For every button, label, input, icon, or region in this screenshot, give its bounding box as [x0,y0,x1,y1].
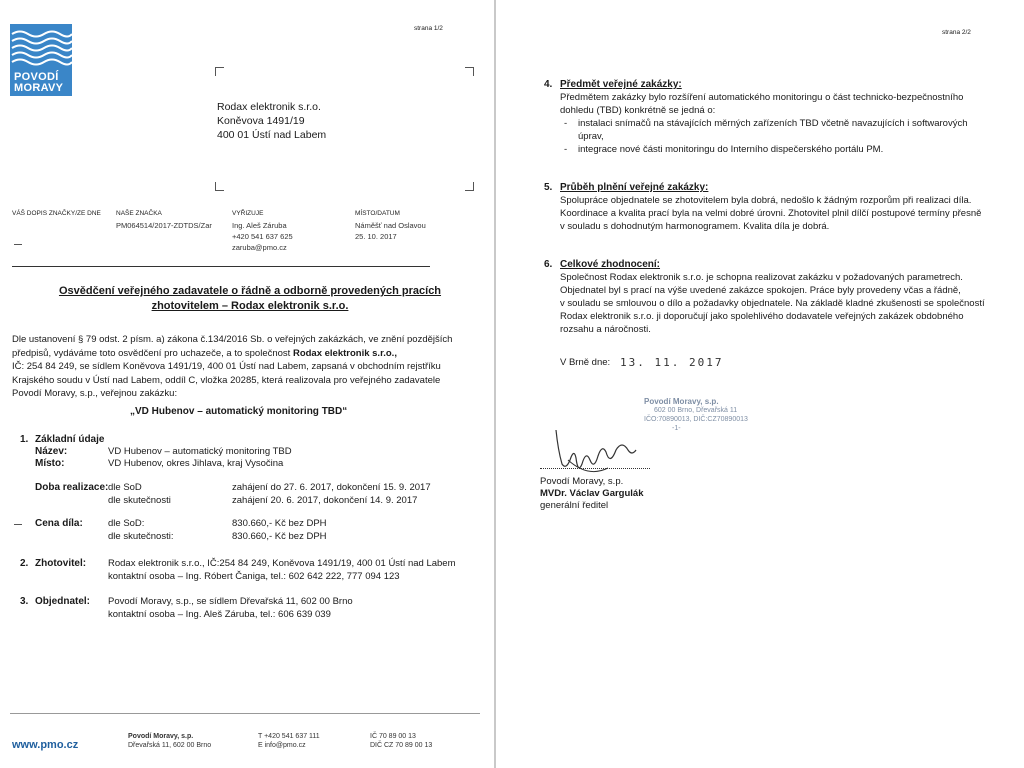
contractor-line1: Rodax elektronik s.r.o., IČ:254 84 249, Koněvova 1491/19, 400 01 Ústí nad Labem [108,558,456,569]
stamp-address: 602 00 Brno, Dřevařská 11 [654,407,738,414]
period-sod-value: zahájení do 27. 6. 2017, dokončení 15. 9. 2017 [232,482,431,493]
section4-bullet1 [578,117,992,143]
contractor-label: Zhotovitel: [35,558,87,569]
footer-ids-block [370,732,432,750]
recipient-street: Koněvova 1491/19 [217,115,305,127]
recipient-city: 400 01 Ústí nad Labem [217,129,327,141]
title-line2: zhotovitelem – Rodax elektronik s.r.o. [151,300,349,312]
footer-email: E info@pmo.cz [258,742,306,749]
footer-org-block [128,732,211,750]
intro-line2-text: předpisů, vydáváme toto osvědčení pro uchazeče, a to společnost [12,347,291,359]
handles-phone: +420 541 637 625 [232,232,293,241]
period-sod-label: dle SoD [108,482,142,493]
place-date-label: MÍSTO/DATUM [355,210,400,217]
section5-line3: v souladu s dohodnutým harmonogramem. Kvalita díla je dobrá. [560,221,830,232]
footer-ico: IČ 70 89 00 13 [370,733,416,740]
page-1 [0,0,494,768]
period-label: Doba realizace: [35,482,109,493]
client-line2: kontaktní osoba – Ing. Aleš Záruba, tel.: 606 639 039 [108,609,331,620]
period-real-label: dle skutečnosti [108,495,171,506]
bullet1-dash: - [564,118,568,129]
recipient-name: Rodax elektronik s.r.o. [217,101,321,113]
section4-line1: Předmětem zakázky bylo rozšíření automatického monitoringu o část technicko-bezpečnostního [560,92,964,103]
intro-line2 [12,347,480,361]
section6-text [560,271,992,336]
header-rule [12,266,430,267]
recipient-address [217,100,326,142]
footer-org: Povodí Moravy, s.p. [128,733,194,740]
project-title: „VD Hubenov – automatický monitoring TBD“ [130,406,348,417]
price-real-label: dle skutečnosti: [108,531,174,542]
window-corner-tl [215,67,224,76]
date-value: 25. 10. 2017 [355,232,397,241]
section6-line1: Společnost Rodax elektronik s.r.o. je schopna realizovat zakázku v požadovaných parametrech. [560,272,963,283]
footer-dic: DIČ CZ 70 89 00 13 [370,742,433,749]
title-line1: Osvědčení veřejného zadavatele o řádně a odborně provedených pracích [58,285,442,297]
section5-line2: Koordinace a kvalita prací byla na velmi dobré úrovni. Zhotovitel plnil dílčí postupové termíny přesně [560,208,982,219]
page-2 [496,0,1024,768]
signer-name: MVDr. Václav Gargulák [540,488,644,499]
window-corner-tr [465,67,474,76]
handles-name: Ing. Aleš Záruba [232,221,287,230]
date-prefix: V Brně dne: [560,357,611,368]
stamp-org: Povodí Moravy, s.p. [644,397,719,406]
section1-heading: Základní údaje [35,434,105,445]
intro-line1: Dle ustanovení § 79 odst. 2 písm. a) zákona č.134/2016 Sb. o veřejných zakázkách, ve znění pozdějších [12,334,453,345]
waves-icon [10,28,72,66]
price-label: Cena díla: [35,518,83,529]
name-value: VD Hubenov – automatický monitoring TBD [108,446,292,457]
window-corner-bl [215,182,224,191]
client-label: Objednatel: [35,596,91,607]
place-value: Náměšť nad Oslavou [355,221,426,230]
signature-line [540,468,650,469]
section4-text [560,91,992,117]
section3-number: 3. [20,596,29,607]
client-line1: Povodí Moravy, s.p., se sídlem Dřevařská 11, 602 00 Brno [108,596,353,607]
footer-contact-block [258,732,320,750]
section4-bullet2: integrace nové části monitoringu do Interního dispečerského portálu PM. [578,144,884,155]
section6-heading: Celkové zhodnocení: [560,259,661,270]
signer-org: Povodí Moravy, s.p. [540,476,624,487]
price-sod-value: 830.660,- Kč bez DPH [232,518,327,529]
intro-company: Rodax elektronik s.r.o., [292,347,397,359]
bullet2-dash: - [564,144,568,155]
price-dash [14,524,22,525]
section6-line3: v souladu se smlouvou o dílo a požadavky objednatele. Na základě kladné zkušenosti se společností [560,298,985,309]
price-sod-label: dle SoD: [108,518,145,529]
footer-website: www.pmo.cz [12,739,79,751]
our-ref-label: NAŠE ZNAČKA [116,210,162,217]
footer-rule [10,713,480,714]
stamp-number: -1- [672,425,681,432]
intro-line3: IČ: 254 84 249, se sídlem Koněvova 1491/19, 400 01 Ústí nad Labem, zapsaná v obchodním rejstříku [12,361,441,373]
section6-line2: Objednatel byl s prací na výše uvedené zakázce spokojen. Práce byly provedeny včas a řádně, [560,285,961,296]
section2-number: 2. [20,558,29,569]
bullet1-line1: instalaci snímačů na stávajících měrných zařízeních TBD včetně navazujících i softwarových [578,118,968,129]
section4-line2: dohledu (TBD) konkrétně se jedná o: [560,105,716,116]
your-ref-dash [14,244,22,245]
logo-line1: POVODÍ [14,71,59,83]
page-number: strana 1/2 [414,25,443,32]
section5-number: 5. [544,182,553,193]
section5-heading: Průběh plnění veřejné zakázky: [560,182,709,193]
section6-number: 6. [544,259,553,270]
handles-contact [232,220,293,253]
signer-block [540,476,644,512]
handwritten-date: 13. 11. 2017 [620,356,724,369]
price-real-value: 830.660,- Kč bez DPH [232,531,327,542]
bullet1-line2: úprav, [578,131,604,142]
footer-address: Dřevařská 11, 602 00 Brno [128,742,212,749]
contractor-line2: kontaktní osoba – Ing. Róbert Čaniga, tel.: 602 642 222, 777 094 123 [108,571,400,582]
place-value-field: VD Hubenov, okres Jihlava, kraj Vysočina [108,458,284,469]
section4-heading: Předmět veřejné zakázky: [560,79,682,90]
name-label: Název: [35,446,68,457]
intro-line5: Povodí Moravy, s.p., veřejnou zakázku: [12,388,178,400]
intro-paragraph [12,333,480,401]
window-corner-br [465,182,474,191]
handles-label: VYŘIZUJE [232,210,264,217]
page-number-2: strana 2/2 [942,29,971,36]
section1-number: 1. [20,434,29,445]
section5-line1: Spolupráce objednatele se zhotovitelem byla dobrá, nedošlo k žádným rozporům při realizaci díla. [560,195,972,206]
official-stamp [644,397,748,433]
handles-email: zaruba@pmo.cz [232,243,287,252]
period-real-value: zahájení 20. 6. 2017, dokončení 14. 9. 2017 [232,495,418,506]
document-title [40,284,460,314]
stamp-ids: IČO:70890013, DIČ:CZ70890013 [644,416,748,423]
signer-role: generální ředitel [540,500,609,511]
section5-text [560,194,992,233]
section6-line4: Rodax elektronik s.r.o. ji doporučují jako spolehlivého dodavatele veřejných zakázek obdobného [560,311,964,322]
intro-line4: Krajského soudu v Ústí nad Labem, oddíl C, vložka 20285, která realizovala pro veřejného zadavatele [12,374,441,386]
our-ref-value: PM064514/2017-ZDTDS/Zar [116,221,212,230]
logo-line2: MORAVY [14,82,64,94]
section4-number: 4. [544,79,553,90]
section6-line5: rozsahu a náročnosti. [560,324,651,335]
your-ref-label: VÁŠ DOPIS ZNAČKY/ZE DNE [12,210,101,217]
place-label: Místo: [35,458,65,469]
footer-phone: T +420 541 637 111 [258,733,320,740]
place-date-values [355,220,426,242]
company-logo [10,24,72,96]
